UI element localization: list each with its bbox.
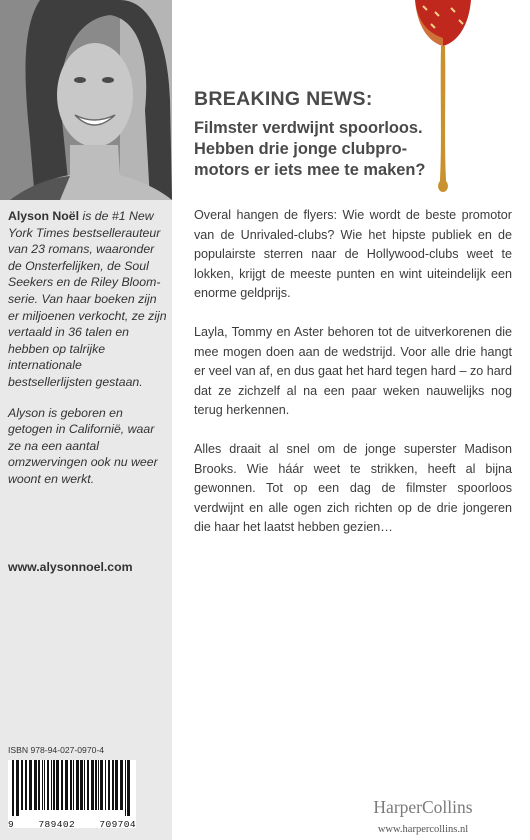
author-website-link[interactable]: www.alysonnoel.com [8,560,133,574]
barcode-digits: 9 789402 709704 [8,819,136,830]
isbn-text: ISBN 978-94-027-0970-4 [8,745,105,755]
author-name: Alyson Noël [8,209,80,223]
barcode-bar [91,760,94,810]
barcode-bar [108,760,110,810]
barcode-bar [44,760,45,810]
barcode-bar [100,760,103,810]
author-photo [0,0,172,200]
barcode-bar [127,760,130,816]
barcode-bar [21,760,23,810]
barcode-bar [56,760,59,810]
barcode-bar [29,760,32,810]
barcode-bar [38,760,40,810]
barcode-bar [115,760,118,810]
barcode-bar [53,760,55,810]
barcode-bar [65,760,68,810]
barcode-bar [76,760,79,810]
barcode-bar [84,760,85,810]
barcode-bar [12,760,14,816]
barcode-bar [61,760,63,810]
author-sidebar [0,0,172,840]
barcode-bar [51,760,52,810]
barcode-bar [47,760,49,810]
barcode-bar [112,760,114,810]
publisher-logo: HarperCollins [373,797,473,817]
barcode-bar [98,760,99,810]
barcode-bar [73,760,74,810]
author-bio-paragraph: Alyson Noël is de #1 New York Times bestsellerauteur van 23 romans, waaronder de Onsterfelijken, de Soul Seekers en de Riley Bloom-serie. Van haar boeken zijn er miljoenen verkocht, ze zijn vertaald in 36 talen en hebben op talrijke internationale bestsellerlijsten gestaan. [8,209,167,389]
barcode-bar [105,760,106,810]
barcode-bar [80,760,83,810]
barcode-bar [87,760,89,810]
author-bio-paragraph-2: Alyson is geboren en getogen in Californië, waar ze na een aantal omzwervingen ook nu weer woont en werkt. [8,405,158,486]
barcode-bar [42,760,43,810]
barcode-bar [125,760,126,816]
barcode-bar [95,760,97,810]
barcode [8,760,136,828]
barcode-bar [34,760,37,810]
author-bio [8,208,168,502]
barcode-bar [25,760,27,810]
barcode-bar [70,760,72,810]
subheadline: Filmster verdwijnt spoorloos. Hebben drie jonge clubpro- motors er iets mee te maken? [194,119,426,179]
barcode-bar [16,760,19,816]
barcode-bars [8,760,136,816]
publisher-url[interactable]: www.harpercollins.nl [377,824,469,835]
blurb-paragraph: Alles draait al snel om de jonge superster Madison Brooks. Wie háár weet te strikken, heeft al bijna gewonnen. Tot op een dag de filmster spoorloos verdwijnt en alle ogen zich richten op de drie jongeren die haar het laatst hebben gezien… [194,441,512,535]
book-blurb [194,206,512,557]
blurb-paragraph: Layla, Tommy en Aster behoren tot de uitverkorenen die mee mogen doen aan de wedstrijd. Voor alle drie hangt er veel van af, en dus gaat het hard tegen hard – zo hard dat ze zichzelf al na een paar weken nauwelijks nog terug herkennen. [194,324,512,418]
blurb-paragraph: Overal hangen de flyers: Wie wordt de beste promotor van de Unrivaled-clubs? Wie het hipste publiek en de populairste sterren naar de Hollywood-clubs weet te lokken, krijgt de meeste punten en wint uiteindelijk een enorme geldprijs. [194,208,512,301]
headline: BREAKING NEWS: [194,88,373,110]
barcode-bar [120,760,123,810]
